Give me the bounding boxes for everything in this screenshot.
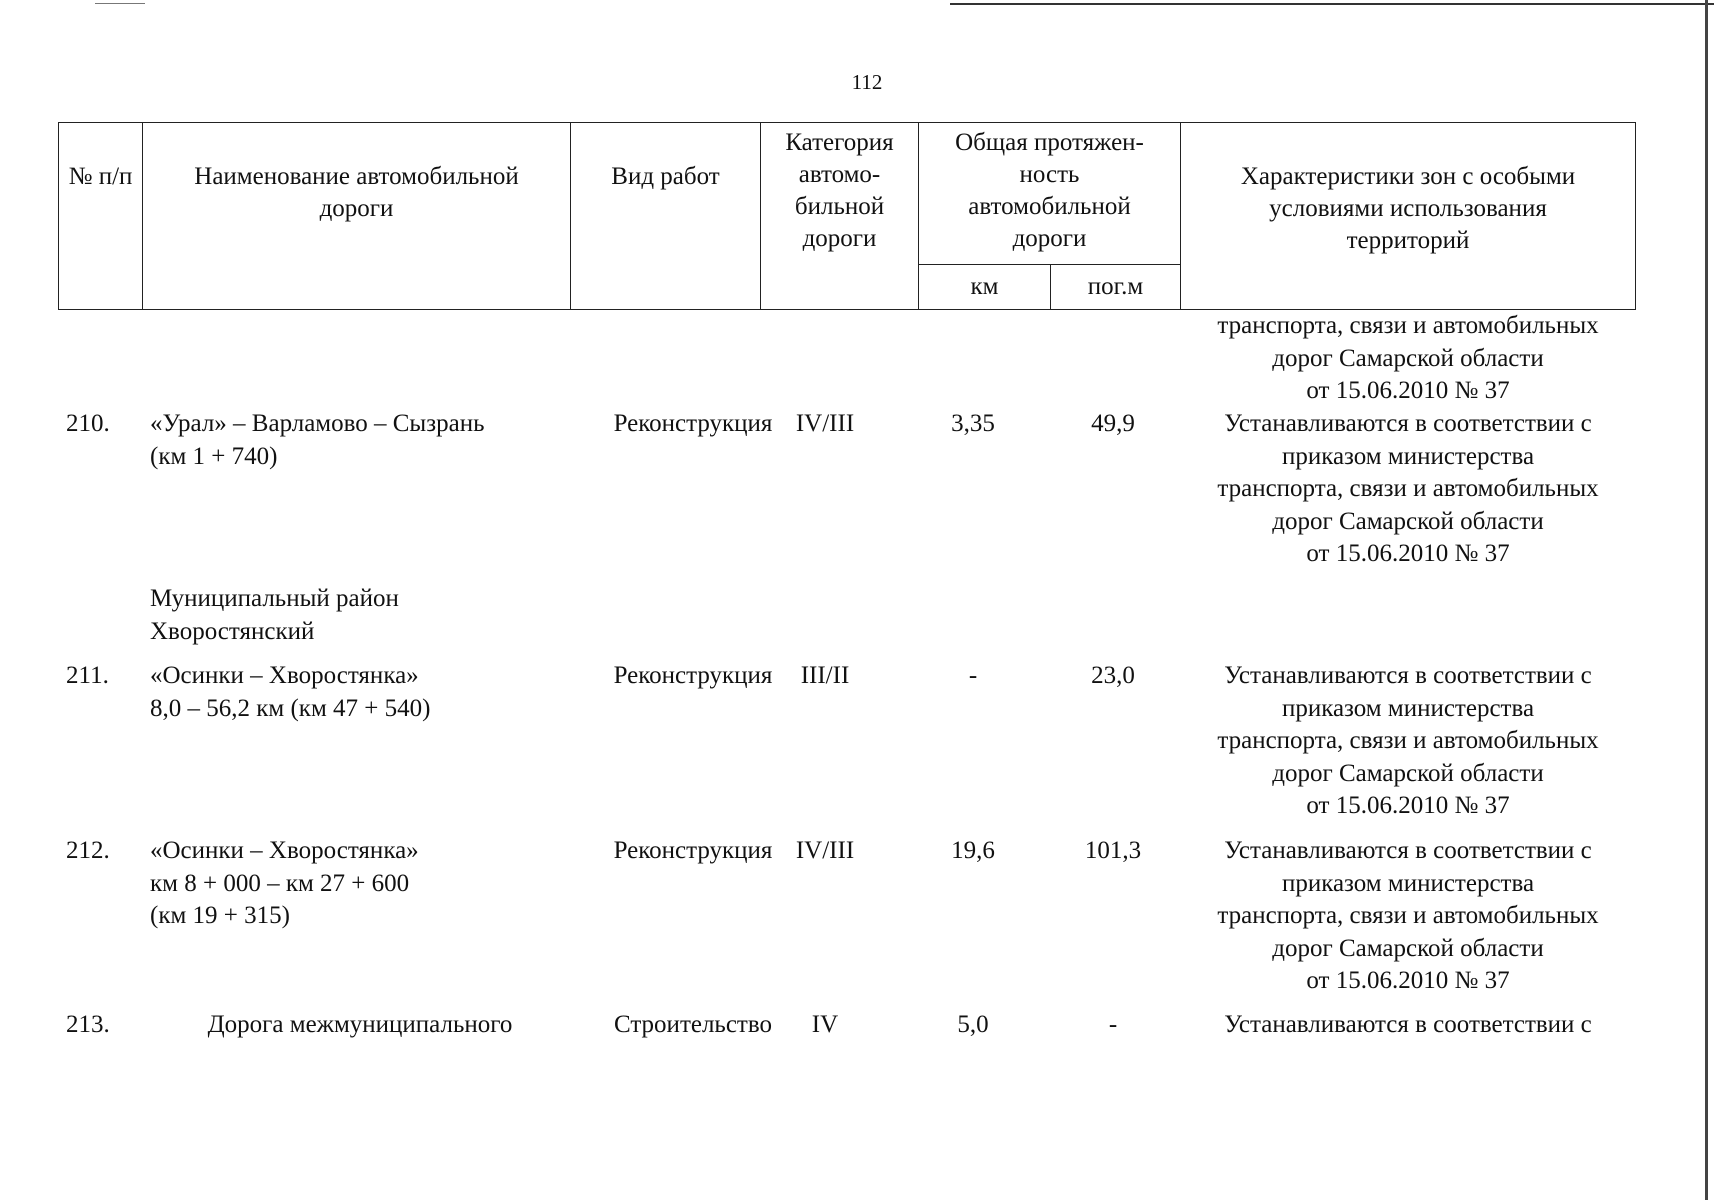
- length-km: -: [968, 662, 978, 689]
- characteristics-cell: Устанавливаются в соответствии с приказом министерства транспорта, связи и автомобильных дорог Самарской области от 15.06.2010 № 37: [1217, 837, 1599, 994]
- table-row: [58, 835, 1635, 1009]
- length-km: 5,0: [957, 1011, 989, 1038]
- scan-edge-top-left: [95, 3, 145, 4]
- table-body: [58, 310, 1635, 1049]
- characteristics-cell: транспорта, связи и автомобильных дорог Самарской области от 15.06.2010 № 37: [1217, 312, 1599, 404]
- length-pm: 49,9: [1091, 410, 1135, 437]
- row-number: 213.: [66, 1011, 110, 1038]
- scan-edge-right: [1705, 0, 1708, 1200]
- characteristics-cell: Устанавливаются в соответствии с приказом министерства транспорта, связи и автомобильных дорог Самарской области от 15.06.2010 № 37: [1217, 410, 1599, 567]
- header-length-km: км: [919, 265, 1051, 310]
- characteristics-cell: Устанавливаются в соответствии с приказом министерства транспорта, связи и автомобильных дорог Самарской области от 15.06.2010 № 37: [1217, 662, 1599, 819]
- work-type: Строительство: [613, 1011, 772, 1038]
- header-length: Общая протяжен-ность автомобильной дороги: [919, 123, 1181, 265]
- length-pm: 101,3: [1084, 837, 1142, 864]
- length-pm: -: [1108, 1011, 1118, 1038]
- header-characteristics: Характеристики зон с особыми условиями использования территорий: [1181, 123, 1636, 310]
- road-category: III/II: [800, 662, 850, 689]
- header-length-pm: пог.м: [1051, 265, 1181, 310]
- row-number: 212.: [66, 837, 110, 864]
- row-number: 211.: [66, 662, 109, 689]
- page-number: 112: [851, 70, 883, 94]
- table-row: [58, 1009, 1635, 1049]
- road-category: IV/III: [795, 410, 855, 437]
- section-title: Муниципальный район Хворостянский: [150, 585, 399, 645]
- length-km: 3,35: [951, 410, 995, 437]
- work-type: Реконструкция: [613, 410, 773, 437]
- header-work-type: Вид работ: [571, 123, 761, 310]
- characteristics-cell: Устанавливаются в соответствии с: [1224, 1011, 1592, 1038]
- scan-edge-top: [950, 3, 1714, 5]
- section-row: [58, 583, 1635, 660]
- table-row: [58, 660, 1635, 835]
- road-category: IV: [811, 1011, 839, 1038]
- road-name: Дорога межмуниципального: [207, 1011, 513, 1038]
- road-name: «Урал» – Варламово – Сызрань (км 1 + 740): [150, 410, 485, 470]
- header-category: Категория автомо-бильной дороги: [761, 123, 919, 310]
- road-category: IV/III: [795, 837, 855, 864]
- work-type: Реконструкция: [613, 662, 773, 689]
- length-km: 19,6: [951, 837, 995, 864]
- road-name: «Осинки – Хворостянка» км 8 + 000 – км 27 + 600 (км 19 + 315): [150, 837, 419, 929]
- work-type: Реконструкция: [613, 837, 773, 864]
- header-num: № п/п: [59, 123, 143, 310]
- header-road-name: Наименование автомобильной дороги: [143, 123, 571, 310]
- table-header: [58, 122, 1636, 310]
- length-pm: 23,0: [1091, 662, 1135, 689]
- road-name: «Осинки – Хворостянка» 8,0 – 56,2 км (км 47 + 540): [150, 662, 431, 722]
- table-row: [58, 408, 1635, 583]
- table-row-continuation: [58, 310, 1635, 408]
- row-number: 210.: [66, 410, 110, 437]
